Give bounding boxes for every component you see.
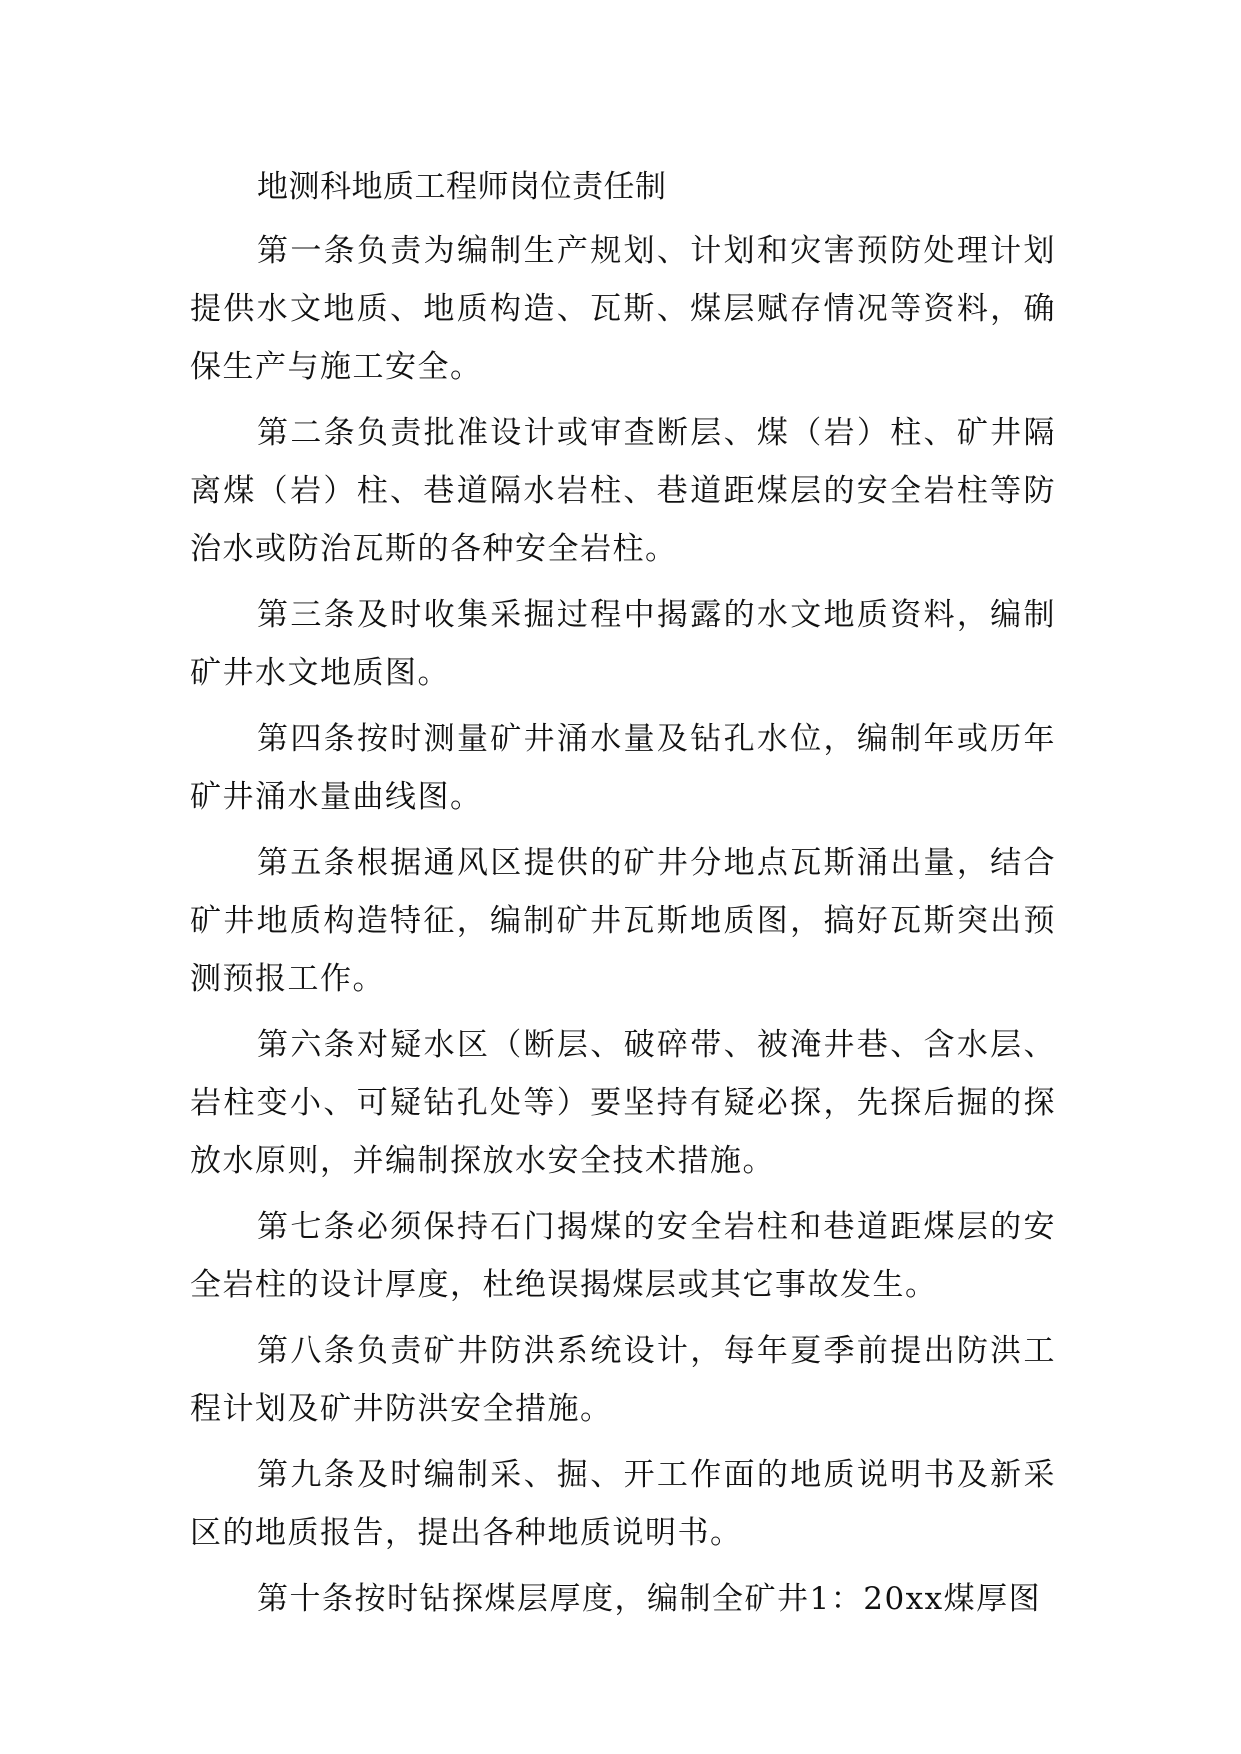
paragraph-article-3: 第三条及时收集采掘过程中揭露的水文地质资料，编制矿井水文地质图。 — [190, 597, 1056, 691]
document-body — [190, 158, 1056, 1628]
paragraph-article-7: 第七条必须保持石门揭煤的安全岩柱和巷道距煤层的安全岩柱的设计厚度，杜绝误揭煤层或其它事故发生。 — [190, 1209, 1056, 1303]
document-title: 地测科地质工程师岗位责任制 — [257, 169, 667, 205]
paragraph-article-2: 第二条负责批准设计或审查断层、煤（岩）柱、矿井隔离煤（岩）柱、巷道隔水岩柱、巷道距煤层的安全岩柱等防治水或防治瓦斯的各种安全岩柱。 — [190, 415, 1056, 567]
paragraph-article-1: 第一条负责为编制生产规划、计划和灾害预防处理计划提供水文地质、地质构造、瓦斯、煤层赋存情况等资料，确保生产与施工安全。 — [190, 233, 1056, 385]
paragraph-article-10: 第十条按时钻探煤层厚度，编制全矿井1：20xx煤厚图 — [257, 1581, 1042, 1617]
paragraph-article-8: 第八条负责矿井防洪系统设计，每年夏季前提出防洪工程计划及矿井防洪安全措施。 — [190, 1333, 1056, 1427]
paragraph-article-6: 第六条对疑水区（断层、破碎带、被淹井巷、含水层、岩柱变小、可疑钻孔处等）要坚持有疑必探，先探后掘的探放水原则，并编制探放水安全技术措施。 — [190, 1027, 1056, 1179]
paragraph-article-5: 第五条根据通风区提供的矿井分地点瓦斯涌出量，结合矿井地质构造特征，编制矿井瓦斯地质图，搞好瓦斯突出预测预报工作。 — [190, 845, 1056, 997]
paragraph-article-4: 第四条按时测量矿井涌水量及钻孔水位，编制年或历年矿井涌水量曲线图。 — [190, 721, 1056, 815]
paragraph-article-9: 第九条及时编制采、掘、开工作面的地质说明书及新采区的地质报告，提出各种地质说明书。 — [190, 1457, 1056, 1551]
